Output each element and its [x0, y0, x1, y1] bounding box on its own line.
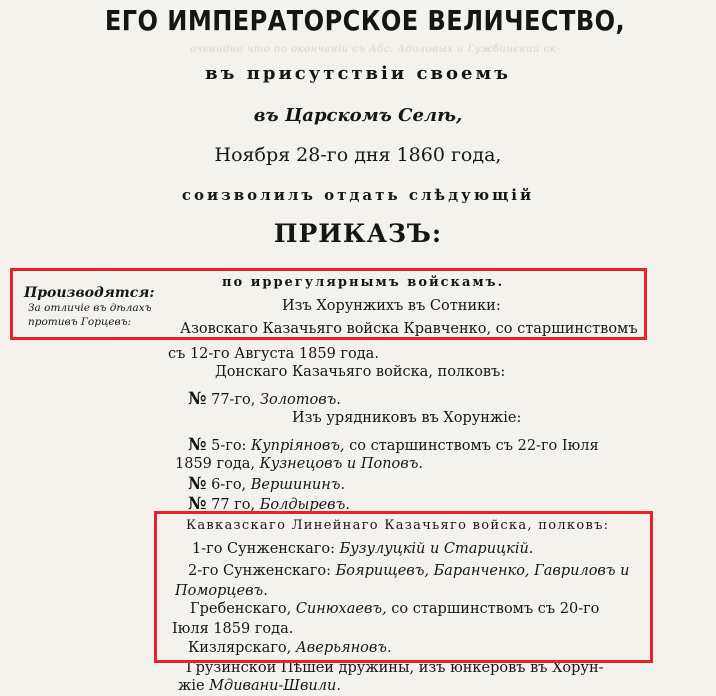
don-heading: Донскаго Казачьяго войска, полковъ:	[215, 364, 506, 380]
deigned-line: соизволилъ отдать слѣдующій	[181, 186, 535, 204]
greben-cont: Іюля 1859 года.	[172, 621, 294, 637]
highlight-box-caucasus	[154, 511, 653, 663]
don-row-77	[188, 389, 341, 409]
bleed-through-text: очевидно что по окончаніи съ Абс. Адоловых и Гужбинский ск-	[190, 44, 561, 55]
seniority-text: со старшинствомъ съ 22-го Іюля	[349, 438, 599, 454]
number-sign: №	[188, 389, 207, 409]
regiment-label: 1-го Сунженскаго:	[192, 541, 335, 557]
page-title: ЕГО ИМПЕРАТОРСКОЕ ВЕЛИЧЕСТВО,	[104, 4, 626, 37]
officer-names: Боярищевъ, Баранченко, Гавриловъ и	[335, 563, 630, 579]
officer-name: Мдивани-Швили.	[209, 678, 341, 694]
order-heading: ПРИКАЗЪ:	[273, 219, 443, 248]
regiment-label: 2-го Сунженскаго:	[188, 563, 331, 579]
number-sign: №	[188, 435, 207, 455]
section-heading: по иррегулярнымъ войскамъ.	[222, 275, 505, 290]
sidebar-note-1: За отличіе въ дѣлахъ	[28, 302, 152, 314]
officer-name: Болдыревъ.	[259, 497, 350, 513]
don-subheading: Изъ урядниковъ въ Хорунжіе:	[292, 410, 522, 426]
regiment-label: Гребенскаго,	[190, 601, 292, 617]
georgia-cont	[178, 678, 341, 694]
regiment-number: 6-го,	[211, 477, 247, 493]
rank-text: жіе	[178, 678, 205, 694]
place-line: въ Царскомъ Селѣ,	[253, 105, 463, 126]
caucasus-heading: Кавказскаго Линейнаго Казачьяго войска, полковъ:	[186, 518, 610, 533]
georgia-row: Грузинской Пѣшей дружины, изъ юнкеровъ въ Хорун-	[186, 660, 604, 676]
highlight-box-irregular-troops	[10, 268, 647, 340]
azov-line: Азовскаго Казачьяго войска Кравченко, со старшинствомъ	[180, 321, 638, 337]
number-sign: №	[188, 474, 207, 494]
section-subheading: Изъ Хорунжихъ въ Сотники:	[282, 298, 501, 314]
azov-seniority-line: съ 12-го Августа 1859 года.	[168, 346, 379, 362]
number-sign: №	[188, 494, 207, 514]
officer-name: Синюхаевъ,	[295, 601, 387, 617]
sunzha2-cont: Поморцевъ.	[175, 583, 268, 599]
don-row-5	[188, 435, 599, 455]
don-row-5-cont	[175, 456, 423, 472]
sidebar-note-2: противъ Горцевъ:	[28, 316, 132, 328]
sidebar-heading: Производятся:	[24, 285, 155, 301]
seniority-text: со старшинствомъ съ 20-го	[391, 601, 600, 617]
regiment-label: Кизлярскаго,	[188, 640, 292, 656]
don-row-6	[188, 474, 345, 494]
regiment-number: 77 го,	[211, 497, 256, 513]
officer-name: Золотовъ.	[260, 392, 341, 408]
officer-name: Купріяновъ,	[251, 438, 345, 454]
presence-line: въ присутствіи своемъ	[205, 63, 511, 84]
officer-names: Бузулуцкій и Старицкій.	[339, 541, 534, 557]
year-text: 1859 года,	[175, 456, 256, 472]
officer-names: Кузнецовъ и Поповъ.	[259, 456, 423, 472]
date-line: Ноября 28-го дня 1860 года,	[214, 144, 502, 166]
officer-name: Аверьяновъ.	[295, 640, 392, 656]
regiment-number: 5-го:	[211, 438, 247, 454]
officer-name: Вершининъ.	[250, 477, 346, 493]
regiment-number: 77-го,	[211, 392, 256, 408]
